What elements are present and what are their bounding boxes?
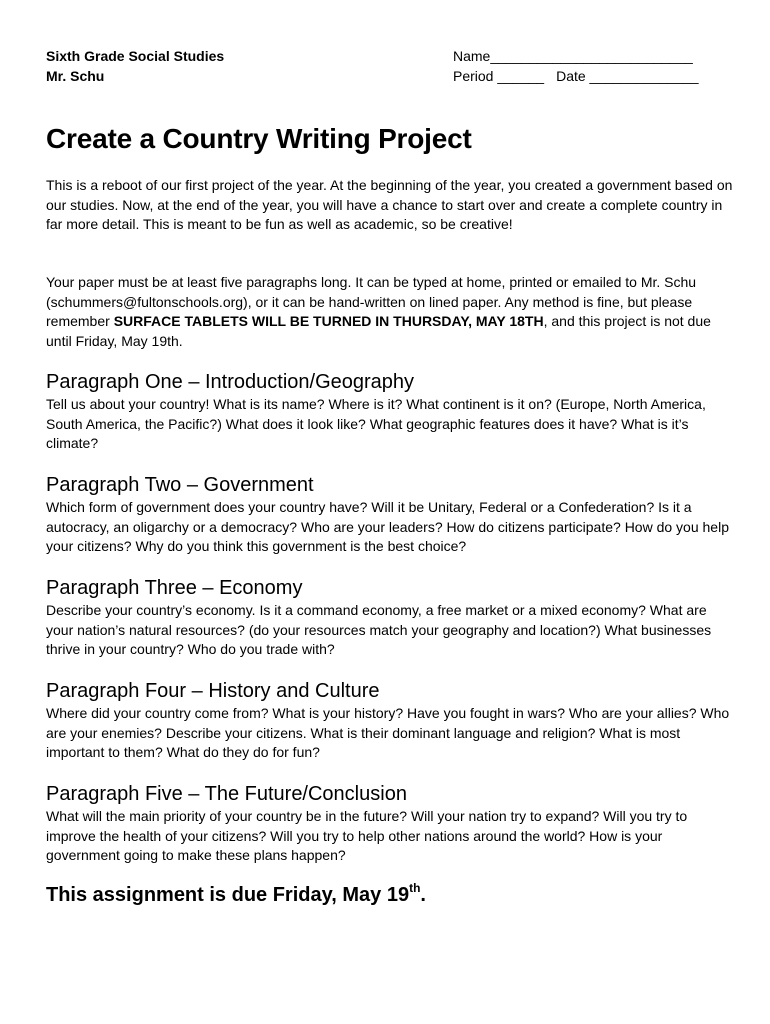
course-name: Sixth Grade Social Studies bbox=[46, 48, 225, 64]
course-header bbox=[46, 46, 224, 86]
due-date-ordinal: th bbox=[409, 881, 421, 895]
section-text: What will the main priority of your country be in the future? Will your nation try to expand? Will you try to improve the health of your citizens? Will you try to help other nations around the world? How is your government going to make these plans happen? bbox=[46, 808, 688, 863]
date-field: Date ______________ bbox=[556, 68, 699, 84]
section-text: Which form of government does your country have? Will it be Unitary, Federal or a Confederation? Is it a autocracy, an oligarchy or a democracy? Who are your leaders? How do citizens participate? How do you help your citizens? Why do you think this government is the best choice? bbox=[46, 499, 729, 554]
section-text: Where did your country come from? What is your history? Have you fought in wars? Who are your allies? Who are your enemies? Describe your citizens. What is their dominant language and religion? What is most important to them? What do they do for fun? bbox=[46, 705, 730, 760]
section-paragraph-three bbox=[46, 575, 736, 660]
section-text: Describe your country’s economy. Is it a command economy, a free market or a mixed economy? What are your nation’s natural resources? (do your resources match your geography and location?) What businesses thrive in your country? Who do you trade with? bbox=[46, 602, 712, 657]
section-text: Tell us about your country! What is its name? Where is it? What continent is it on? (Europe, North America, South America, the Pacific?) What does it look like? What geographic features does it have? What is it’s climate? bbox=[46, 396, 706, 451]
teacher-name: Mr. Schu bbox=[46, 68, 105, 84]
period-field: Period ______ bbox=[453, 68, 545, 84]
section-heading: Paragraph Five – The Future/Conclusion bbox=[46, 783, 407, 805]
page-title: Create a Country Writing Project bbox=[46, 123, 472, 154]
due-date-notice bbox=[46, 882, 426, 908]
student-info-block bbox=[453, 46, 699, 86]
section-heading: Paragraph Three – Economy bbox=[46, 577, 303, 599]
tablet-deadline-notice: SURFACE TABLETS WILL BE TURNED IN THURSDAY, MAY 18TH bbox=[113, 313, 544, 329]
section-heading: Paragraph One – Introduction/Geography bbox=[46, 371, 415, 393]
section-heading: Paragraph Four – History and Culture bbox=[46, 680, 380, 702]
due-date-text: This assignment is due Friday, May 19 bbox=[46, 884, 410, 906]
name-field: Name__________________________ bbox=[453, 48, 693, 64]
intro-p2-text-end: , and this project is not due until Friday, May 19th. bbox=[46, 313, 711, 349]
intro-paragraph-2 bbox=[46, 273, 736, 351]
section-paragraph-two bbox=[46, 472, 736, 557]
section-heading: Paragraph Two – Government bbox=[46, 474, 314, 496]
due-date-period: . bbox=[420, 884, 426, 906]
period-date-line bbox=[453, 66, 699, 86]
section-paragraph-four bbox=[46, 678, 736, 763]
section-paragraph-five bbox=[46, 781, 736, 866]
section-paragraph-one bbox=[46, 369, 736, 454]
intro-p2-text-start: Your paper must be at least five paragraphs long. It can be typed at home, printed or emailed to Mr. Schu (schummers@fultonschools.org), or it can be hand-written on lined paper. Any method is fine, but please remember bbox=[46, 274, 697, 329]
intro-paragraph-1: This is a reboot of our first project of the year. At the beginning of the year, you created a government based on our studies. Now, at the end of the year, you will have a chance to start over and create a complete country in far more detail. This is meant to be fun as well as academic, so be creative! bbox=[46, 177, 733, 232]
